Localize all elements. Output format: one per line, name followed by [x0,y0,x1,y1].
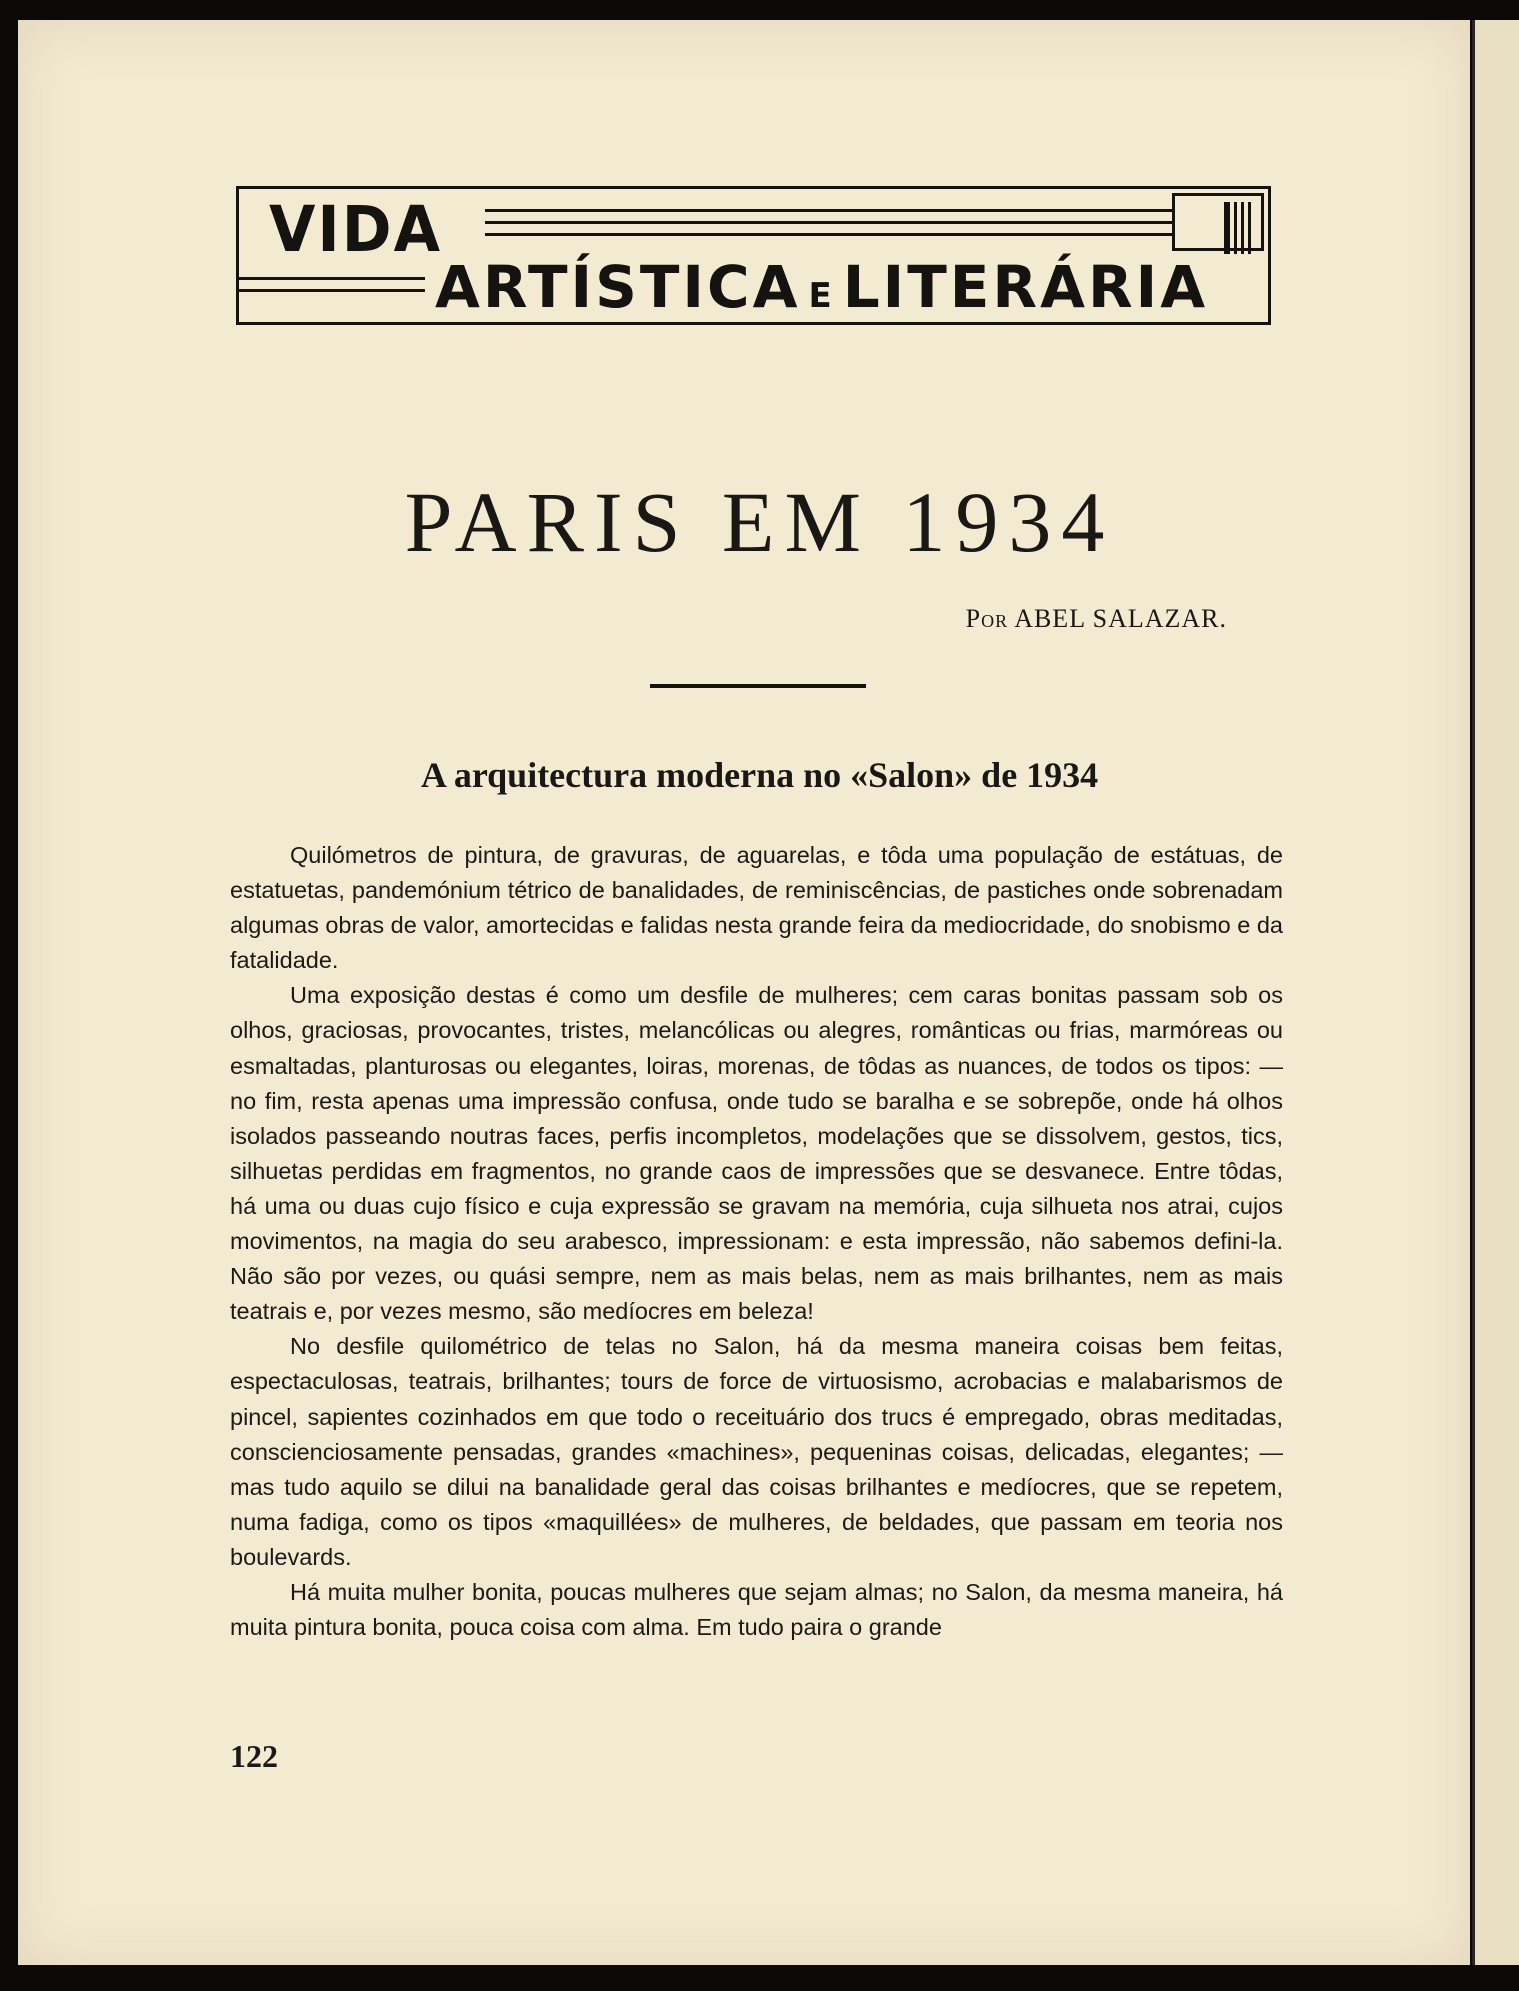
masthead-word-vida: VIDA [269,193,442,267]
body-paragraph: Quilómetros de pintura, de gravuras, de aguarelas, e tôda uma população de estátuas, de estatuetas, pandemónium tétrico de banalidades, de reminiscências, de pastiches onde sobrenadam algumas obras de valor, amortecidas e falidas nesta grande feira da mediocridade, do snobismo e da fatalidade. [230,842,1283,974]
masthead-rule [239,277,425,280]
masthead-subtitle [435,253,1208,321]
body-paragraph: No desfile quilométrico de telas no Salon, há da mesma maneira coisas bem feitas, espectaculosas, teatrais, brilhantes; tours de force de virtuosismo, acrobacias e malabarismos de pincel, sapientes cozinhados em que todo o receituário dos trucs é empregado, obras meditadas, conscienciosamente pensadas, grandes «machines», pequeninas coisas, delicadas, elegantes; — mas tudo aquilo se dilui na banalidade geral das coisas brilhantes e medíocres, que se repetem, numa fadiga, como os tipos «maquillées» de mulheres, de beldades, que passam em teoria nos boulevards. [230,1333,1283,1570]
masthead-ornament-box [1172,193,1264,251]
masthead-word-e: E [808,276,835,316]
section-masthead [236,186,1271,325]
article-byline [966,604,1227,634]
byline-prefix: Por [965,604,1009,633]
title-divider [650,684,866,688]
masthead-word-artistica: ARTÍSTICA [435,253,801,321]
masthead-rule [485,209,1175,212]
page-number: 122 [230,1738,278,1774]
masthead-rule [239,289,425,292]
byline-author: ABEL SALAZAR. [1014,604,1227,633]
body-paragraph: Uma exposição destas é como um desfile de mulheres; cem caras bonitas passam sob os olhos, graciosas, provocantes, tristes, melancólicas ou alegres, românticas ou frias, marmóreas ou esmaltadas, planturosas ou elegantes, loiras, morenas, de tôdas as nuances, de todos os tipos: — no fim, resta apenas uma impressão confusa, onde tudo se baralha e se sobrepõe, onde há olhos isolados passeando noutras faces, perfis incompletos, modelações que se dissolvem, gestos, tics, silhuetas perdidas em fragmentos, no grande caos de impressões que se desvanece. Entre tôdas, há uma ou duas cujo físico e cuja expressão se gravam na memória, cuja silhueta nos atrai, cujos movimentos, na magia do seu arabesco, impressionam: e esta impressão, não sabemos defini-la. Não são por vezes, ou quási sempre, nem as mais belas, nem as mais brilhantes, nem as mais teatrais e, por vezes mesmo, são medíocres em beleza! [230,982,1283,1325]
section-heading: A arquitectura moderna no «Salon» de 1934 [420,755,1099,795]
article-title: PARIS EM 1934 [404,474,1115,570]
adjacent-page-edge [1472,20,1519,1965]
masthead-rule [485,233,1175,236]
masthead-rule [485,221,1175,224]
article-body [230,838,1283,1645]
body-paragraph: Há muita mulher bonita, poucas mulheres que sejam almas; no Salon, da mesma maneira, há muita pintura bonita, pouca coisa com alma. Em tudo paira o grande [230,1578,1283,1641]
masthead-word-literaria: LITERÁRIA [842,253,1209,321]
masthead-ornament-bars [1224,202,1253,254]
